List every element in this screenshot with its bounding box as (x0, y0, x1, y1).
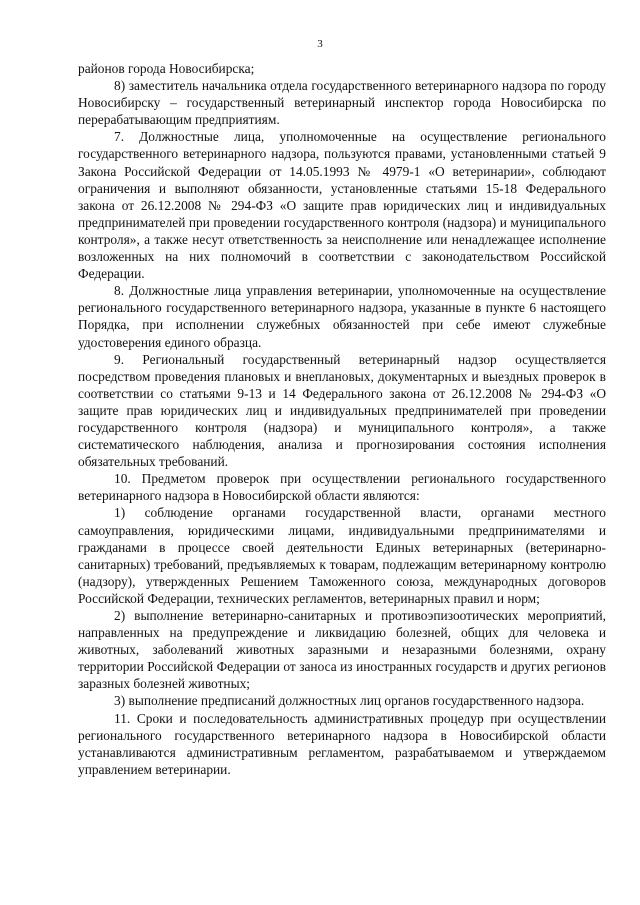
paragraph-10-item-1: 1) соблюдение органами государственной власти, органами местного самоуправления, юридическими лицами, индивидуальными предпринимателями и гражданами в процессе своей деятельности Единых ветеринарных (ветеринарно-санитарных) требований, предъявляемых к товарам, подлежащим ветеринарному контролю (надзору), утвержденных Решением Таможенного союза, международных договоров Российской Федерации, технических регламентов, ветеринарных правил и норм; (78, 505, 606, 606)
paragraph-continuation: районов города Новосибирска; (78, 61, 255, 76)
paragraph-9: 9. Региональный государственный ветеринарный надзор осуществляется посредством проведения плановых и внеплановых, документарных и выездных проверок в соответствии со статьями 9-13 и 14 Федерального закона от 26.12.2008 № 294-ФЗ «О защите прав юридических лиц и индивидуальных предпринимателей при проведении государственного контроля (надзора) и муниципального контроля», а также систематического наблюдения, анализа и прогнозирования состояния исполнения обязательных требований. (78, 351, 606, 470)
document-body (78, 60, 606, 778)
paragraph-10-item-3: 3) выполнение предписаний должностных лиц органов государственного надзора. (114, 693, 585, 709)
page-number: 3 (317, 38, 323, 50)
paragraph-8: 8. Должностные лица управления ветеринарии, уполномоченные на осуществление регионального государственного ветеринарного надзора, указанные в пункте 6 настоящего Порядка, при исполнении служебных обязанностей при себе имеют служебные удостоверения единого образца. (78, 283, 606, 350)
paragraph-10-item-2: 2) выполнение ветеринарно-санитарных и противоэпизоотических мероприятий, направленных на предупреждение и ликвидацию болезней, общих для человека и животных, заболеваний животных заразными и незаразными болезнями, охрану территории Российской Федерации от заноса из иностранных государств и других регионов заразных болезней животных; (78, 608, 606, 692)
paragraph-7: 7. Должностные лица, уполномоченные на осуществление регионального государственного ветеринарного надзора, пользуются правами, установленными статьей 9 Закона Российской Федерации от 14.05.1993 № 4979-1 «О ветеринарии», соблюдают ограничения и выполняют обязанности, установленные статьями 15-18 Федерального закона от 26.12.2008 № 294-ФЗ «О защите прав юридических лиц и индивидуальных предпринимателей при проведении государственного контроля (надзора) и муниципального контроля», а также несут ответственность за неисполнение или ненадлежащее исполнение возложенных на них полномочий в соответствии с законодательством Российской Федерации. (78, 129, 606, 282)
paragraph-10: 10. Предметом проверок при осуществлении регионального государственного ветеринарного надзора в Новосибирской области являются: (78, 471, 606, 504)
paragraph-11: 11. Сроки и последовательность административных процедур при осуществлении регионального государственного ветеринарного надзора в Новосибирской области устанавливаются административным регламентом, разрабатываемом и утверждаемом управлением ветеринарии. (78, 710, 606, 777)
list-item-8: 8) заместитель начальника отдела государственного ветеринарного надзора по городу Новосибирску – государственный ветеринарный инспектор города Новосибирска по перерабатывающим предприятиям. (78, 78, 606, 128)
